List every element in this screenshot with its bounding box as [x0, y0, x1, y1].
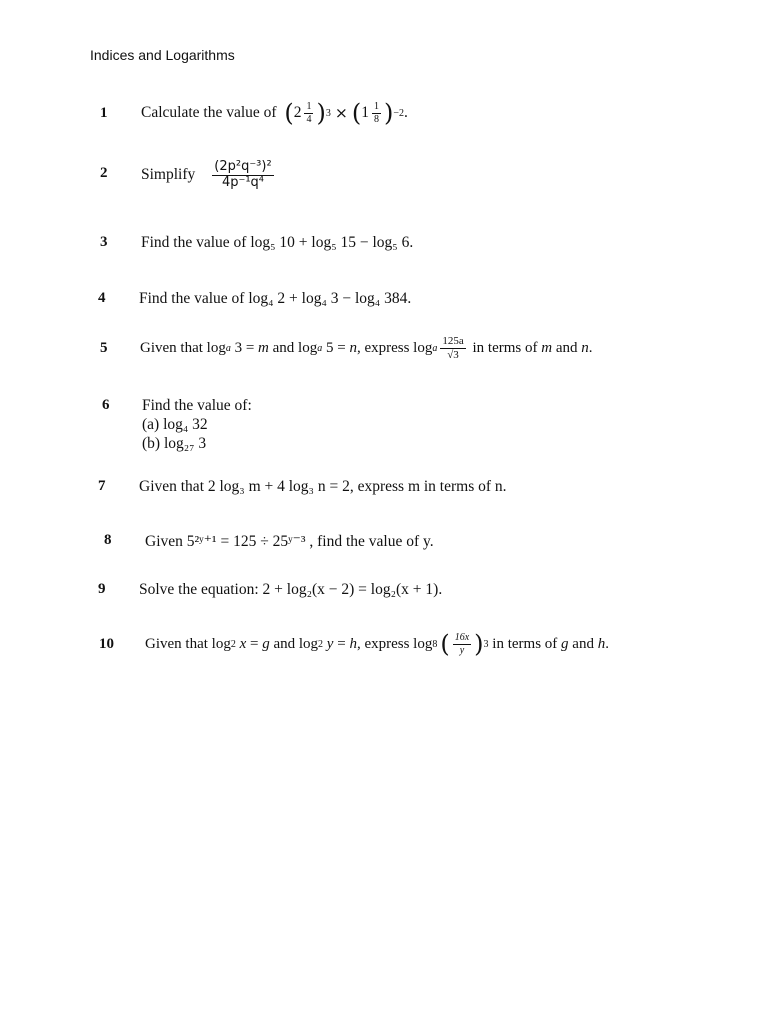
question-text: Find the value of log₄ 2 + log₄ 3 − log₄ 384. — [139, 290, 412, 307]
question-text: Calculate the value of ( 2 $\frac{1}{4}$ ) 3 × ( 1 $\frac{1}{8}$ ) −2 . — [141, 99, 408, 127]
question-number: 2 — [100, 165, 108, 181]
question-text: Find the value of: (a) log₄ 32 (b) log₂₇ 3 — [142, 397, 252, 452]
question-number: 10 — [99, 636, 114, 652]
question-number: 9 — [98, 581, 106, 597]
question-number: 5 — [100, 340, 108, 356]
question-number: 3 — [100, 234, 108, 250]
question-text: Simplify $\frac{\text{(2p²q⁻³)²}}{\text{4p⁻¹q⁴}}$ — [141, 158, 272, 190]
question-text: Given that log 2 x = g and log 2 y = h , express log 8 ( $\frac{16x}{y}$ ) 3 in terms of g and h . — [145, 630, 609, 658]
question-number: 6 — [102, 397, 110, 413]
question-number: 1 — [100, 105, 108, 121]
question-text: Solve the equation: 2 + log₂(x − 2) = log₂(x + 1). — [139, 581, 443, 598]
part-b: (b) log₂₇ 3 — [142, 435, 207, 452]
question-number: 7 — [98, 478, 106, 494]
question-text: Given that log a 3 = m and log a 5 = n , express log a $\frac{125a}{√3}$ in terms of m and n . — [140, 334, 593, 361]
page-title: Indices and Logarithms — [90, 47, 235, 63]
question-text: Given that 2 log₃ m + 4 log₃ n = 2, express m in terms of n. — [139, 478, 507, 495]
part-a: (a) log₄ 32 — [142, 416, 208, 433]
question-number: 4 — [98, 290, 106, 306]
question-text: Given 5²ʸ⁺¹ = 125 ÷ 25ʸ⁻³ , find the value of y. — [145, 533, 434, 550]
question-number: 8 — [104, 532, 112, 548]
question-text: Find the value of log₅ 10 + log₅ 15 − log₅ 6. — [141, 234, 414, 251]
